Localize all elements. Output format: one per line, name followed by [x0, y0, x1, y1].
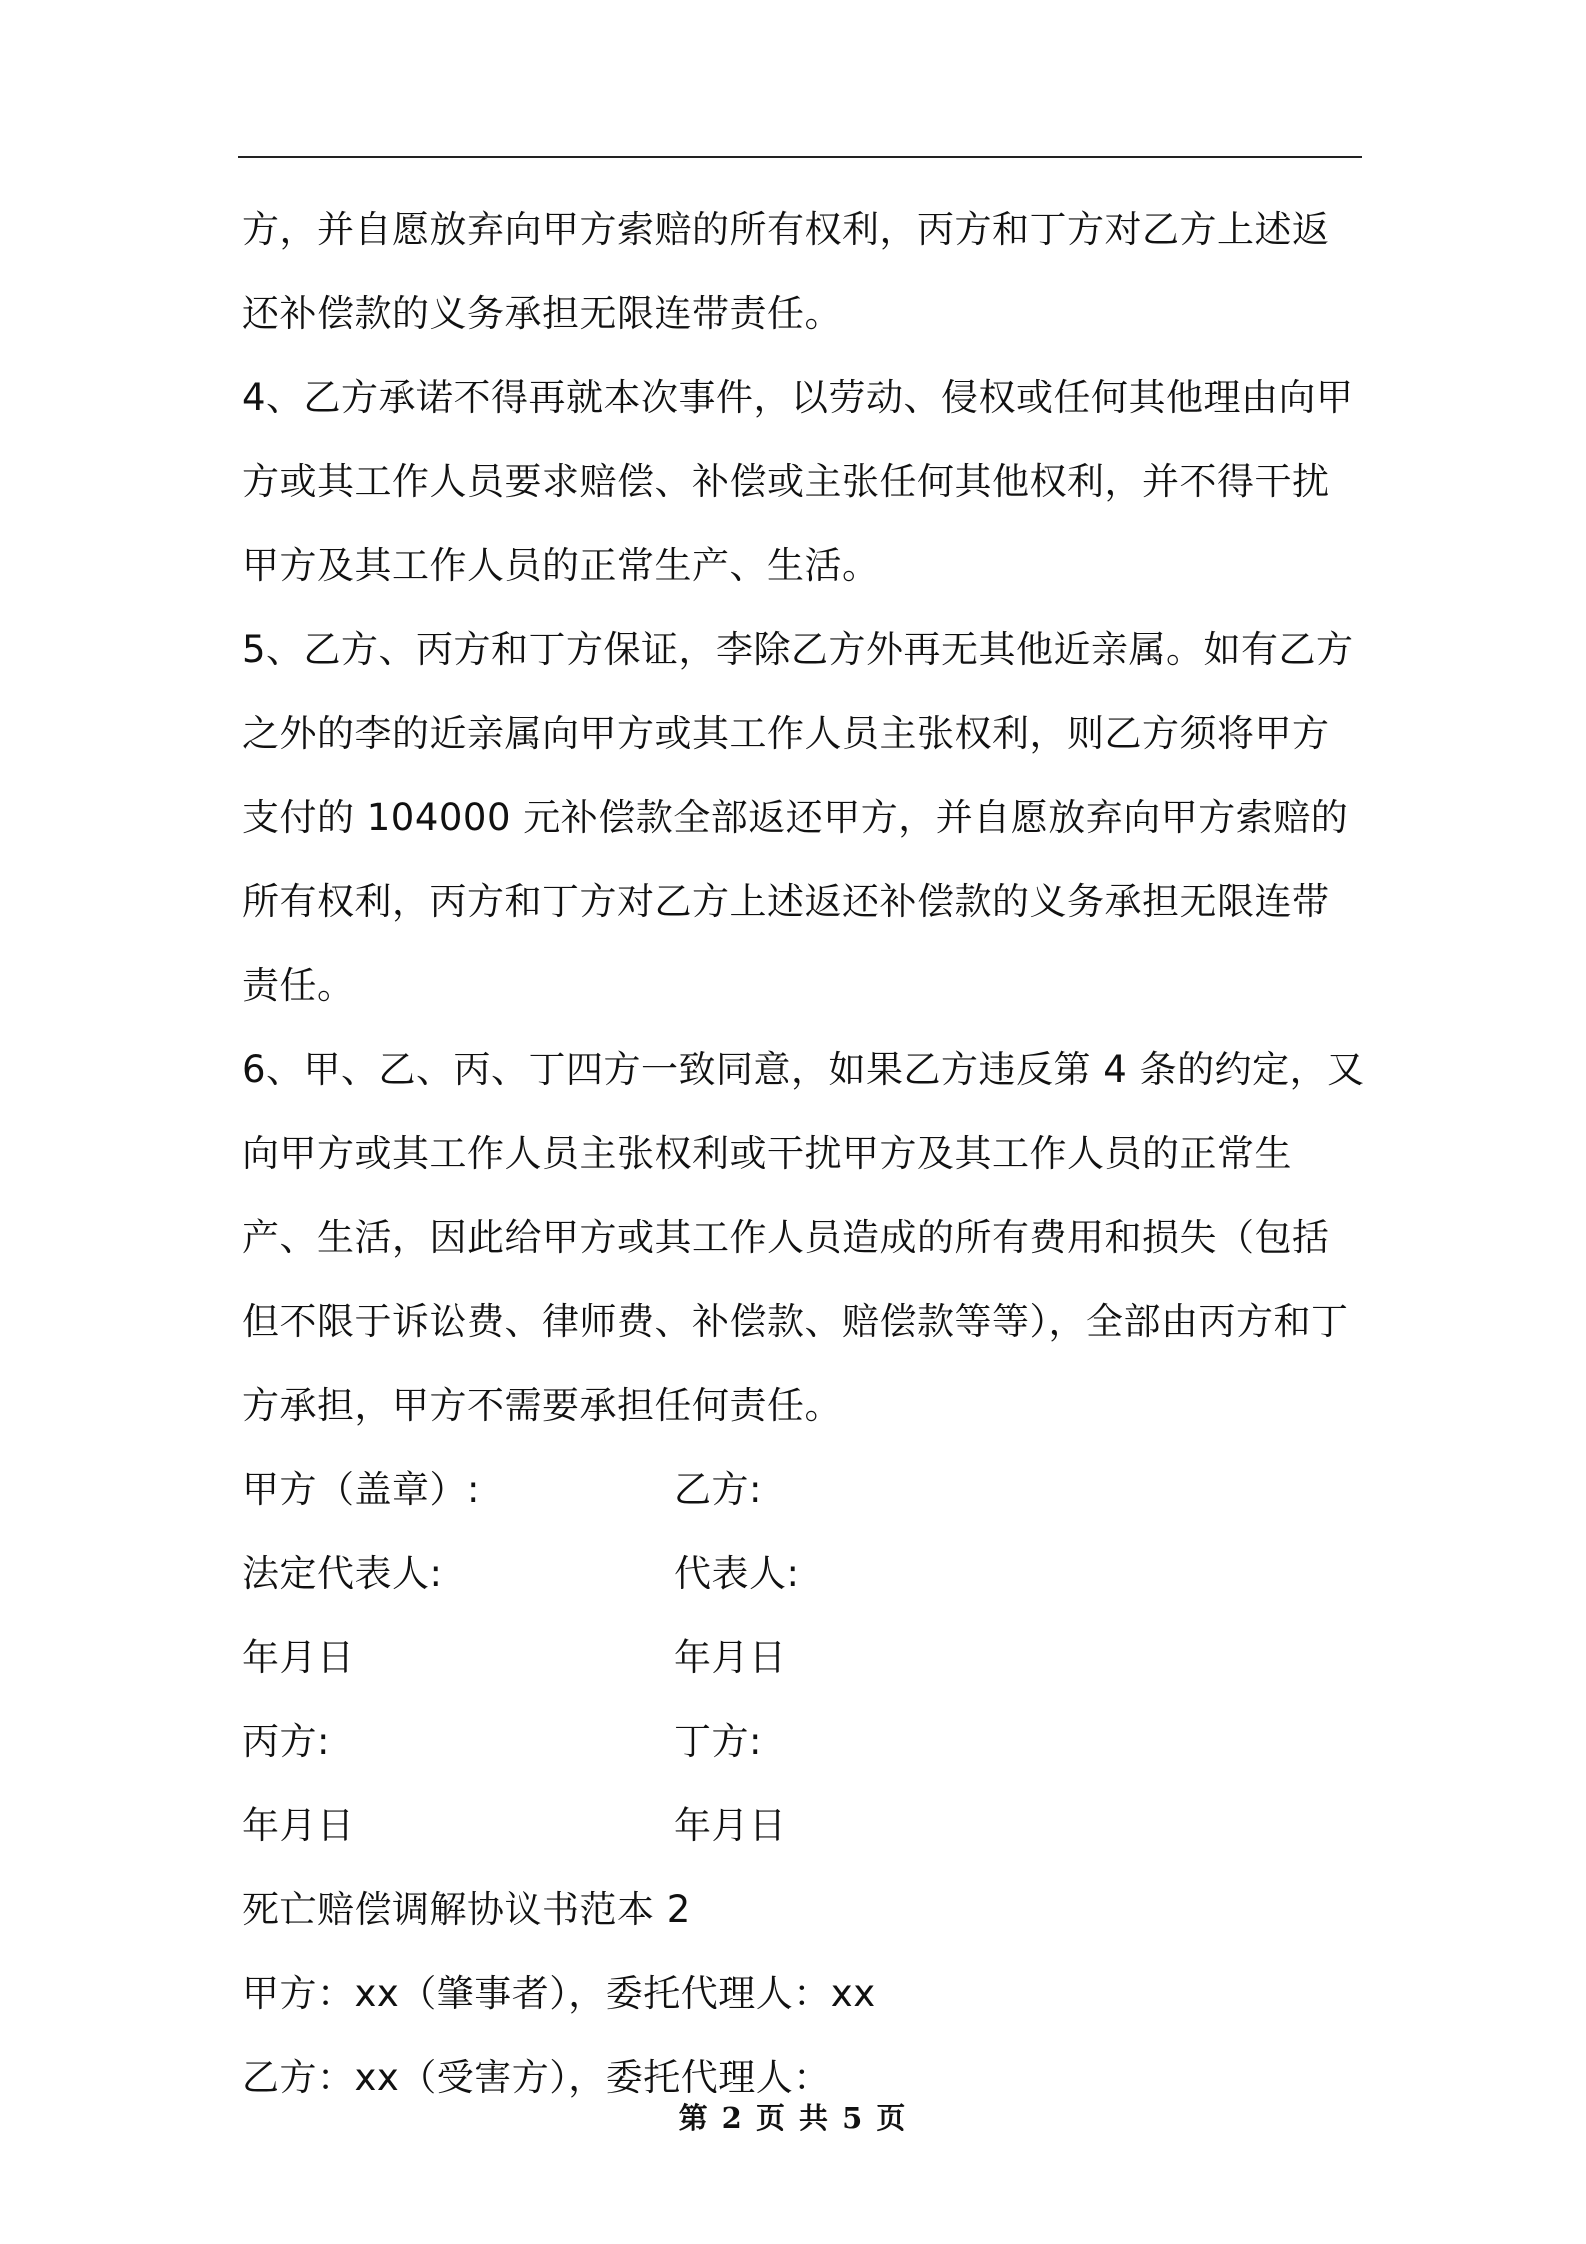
signature-row-party-c-d [242, 1700, 1366, 1784]
party-d-label: 丁方: [674, 1720, 762, 1763]
clause-4: 4、乙方承诺不得再就本次事件，以劳动、侵权或任何其他理由向甲方或其工作人员要求赔偿、补偿或主张任何其他权利，并不得干扰甲方及其工作人员的正常生产、生活。 [242, 376, 1354, 587]
clause-6: 6、甲、乙、丙、丁四方一致同意，如果乙方违反第 4 条的约定，又向甲方或其工作人员主张权利或干扰甲方及其工作人员的正常生产、生活，因此给甲方或其工作人员造成的所有费用和损失（包括但不限于诉讼费、律师费、补偿款、赔偿款等等），全部由丙方和丁方承担，甲方不需要承担任何责任。 [242, 1048, 1365, 1427]
date-label-party-d: 年月日 [674, 1804, 787, 1847]
party-c-label: 丙方: [242, 1720, 330, 1763]
paragraph-continuation: 方，并自愿放弃向甲方索赔的所有权利，丙方和丁方对乙方上述返还补偿款的义务承担无限连带责任。 [242, 208, 1330, 335]
date-label-party-c: 年月日 [242, 1804, 355, 1847]
signature-row-party-a-b [242, 1448, 1366, 1532]
clause-5: 5、乙方、丙方和丁方保证，李除乙方外再无其他近亲属。如有乙方之外的李的近亲属向甲方或其工作人员主张权利，则乙方须将甲方支付的 104000 元补偿款全部返还甲方，并自愿放弃向甲方索赔的所有权利，丙方和丁方对乙方上述返还补偿款的义务承担无限连带责任。 [242, 628, 1354, 1007]
date-label-party-a: 年月日 [242, 1636, 355, 1679]
section-title: 死亡赔偿调解协议书范本 2 [242, 1888, 691, 1931]
signature-block [242, 1448, 1366, 1868]
signature-row-representatives [242, 1532, 1366, 1616]
page-number-footer: 第 2 页 共 5 页 [678, 2101, 908, 2135]
legal-representative-label: 法定代表人: [242, 1552, 443, 1595]
date-label-party-b: 年月日 [674, 1636, 787, 1679]
document-body [242, 188, 1366, 2120]
representative-label: 代表人: [674, 1552, 800, 1595]
signature-row-date-2 [242, 1784, 1366, 1868]
party-a-line: 甲方：xx（肇事者），委托代理人：xx [242, 1972, 876, 2015]
header-rule [238, 156, 1362, 158]
signature-row-date-1 [242, 1616, 1366, 1700]
party-b-label: 乙方: [674, 1468, 762, 1511]
party-b-line: 乙方：xx（受害方），委托代理人： [242, 2056, 831, 2099]
party-a-seal-label: 甲方（盖章）: [242, 1468, 480, 1511]
